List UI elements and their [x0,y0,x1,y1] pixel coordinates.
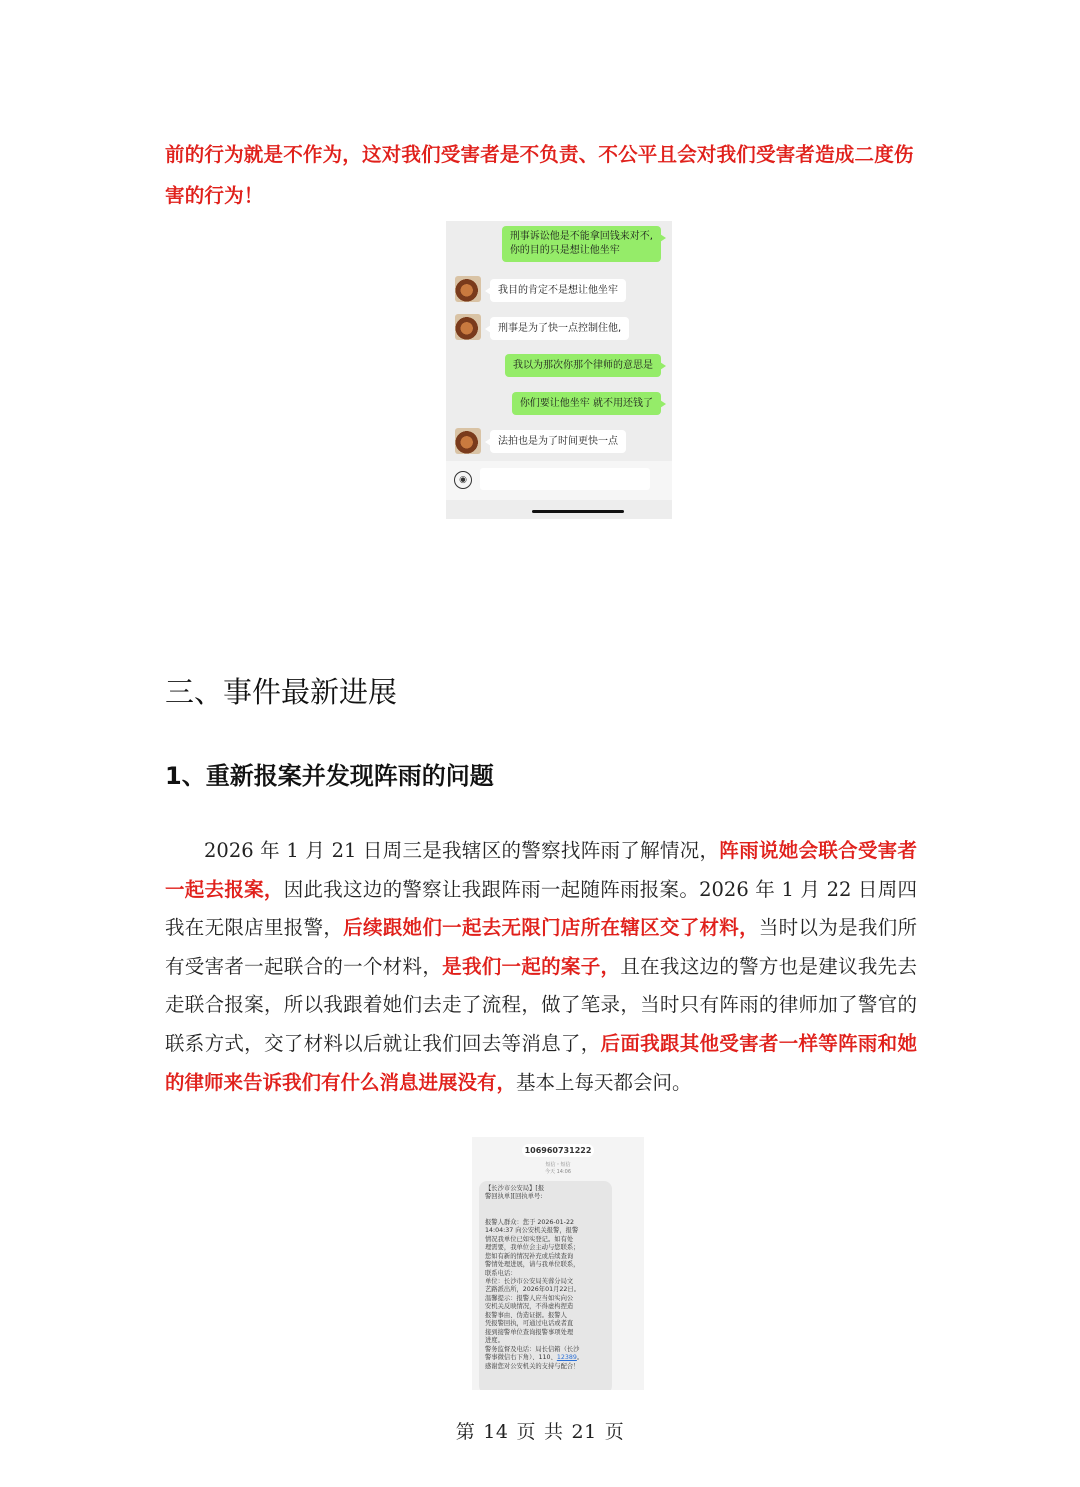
sms-text-tail: 。 感谢您对公安机关的支持与配合！ [485,1354,584,1370]
chat-message-left: 法拍也是为了时间更快一点 [490,430,626,453]
sms-phone-link[interactable]: 12389 [556,1354,577,1362]
section-heading: 三、事件最新进展 [165,675,398,709]
subsection-heading: 1、重新报案并发现阵雨的问题 [165,762,494,790]
chat-message-right: 我以为那次你那个律师的意思是 [505,354,661,377]
sms-meta-line: 今天 14:06 [545,1169,571,1175]
footer-label: 页 [516,1421,536,1443]
chat-message-right: 你们要让他坐牢 就不用还钱了 [512,392,661,415]
contact-avatar [455,314,481,340]
body-text: 因此我这边的警察让我跟阵雨一起随阵雨报案。2026 年 1 月 22 日周四我在无限店里报警， [165,877,917,940]
body-red-text: 后续跟她们一起去无限门店所在辖区交了材料， [343,916,759,940]
chat-message-right [502,226,661,262]
body-text: 当时以为是我们所有受害者一起联合的一个材料， [165,916,917,978]
body-text: 2026 年 1 月 21 日周三是我辖区的警察找阵雨了解情况， [204,839,720,862]
body-red-text: 后面我跟其他受害者一样等阵雨和她的律师来告诉我们有什么消息进展没有， [165,1031,917,1094]
chat-message-left: 刑事是为了快一点控制住他, [490,317,629,340]
footer-label: 共 [544,1421,564,1443]
chat-input[interactable] [480,468,650,490]
footer-label: 页 [604,1421,625,1443]
total-page-number: 21 [571,1421,597,1443]
sms-text: 【长沙市公安局】[报 警回执单][回执单号: 报警人群众：您于 2026-01-22 14:04:37 向公安机关报警，报警 情况我单位已如实登记。如有处 理需要，我单位会主动与您联系； 您如有新的情况补充或后续查询 警情处理进展，请与我单位联系， 联系电话： 单位：长沙市公安局芙蓉分局文 艺路派出所，2026年01月22日。 温馨提示：报警人应当如实向公 安机关反映情况，不得虚构捏造 报警事由、伪造证据。报警人 凭报警回执，可通过电话或者直 接到接警单位查询报警事项处理 进度。 警务监督及电话：局长信箱（长沙 警事微信右下角）、110、 [485,1185,581,1362]
home-indicator [532,510,624,513]
chat-message-line: 刑事诉讼他是不能拿回钱来对不, [509,231,653,242]
sms-message-bubble [479,1181,612,1390]
sms-screenshot [472,1137,644,1390]
chat-screenshot [446,221,672,519]
intro-red-text: 前的行为就是不作为，这对我们受害者是不负责、不公平且会对我们受害者造成二度伤害的行为！ [165,143,914,207]
body-paragraph [165,832,917,1102]
sms-sender: 106960731222 [522,1144,594,1157]
intro-paragraph [165,134,917,216]
contact-avatar [455,428,481,454]
body-text: 且在我这边的警方也是建议我先去走联合报案，所以我跟着她们去走了流程，做了笔录，当时只有阵雨的律师加了警官的联系方式，交了材料以后就让我们回去等消息了， [165,954,917,1055]
body-red-text: 是我们一起的案子， [442,954,621,978]
chat-message-left: 我目的肯定不是想让他坐牢 [490,279,626,302]
sms-meta-line: 短信・短信 [545,1162,571,1168]
page-footer [0,1417,1080,1444]
sms-meta [472,1162,644,1176]
body-red-text: 阵雨说她会联合受害者一起去报案， [165,839,917,901]
footer-label: 第 [455,1421,476,1443]
current-page-number: 14 [483,1421,509,1443]
body-text: 基本上每天都会问。 [516,1070,692,1094]
contact-avatar [455,276,481,302]
voice-icon[interactable]: ◉ [454,471,472,489]
chat-message-line: 你的目的只是想让他坐牢 [509,245,620,256]
